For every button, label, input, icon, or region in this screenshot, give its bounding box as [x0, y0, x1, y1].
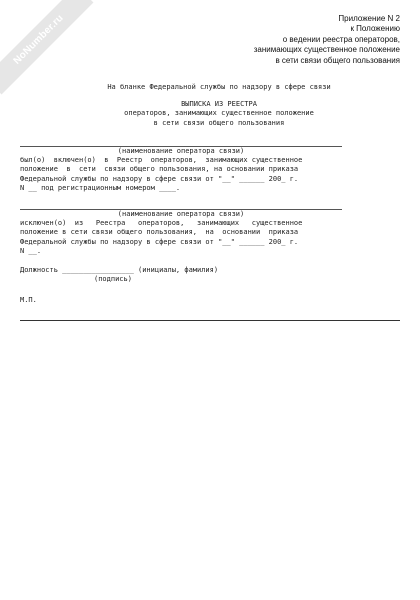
title-line: ВЫПИСКА ИЗ РЕЕСТРА: [181, 100, 257, 108]
paragraph-line: исключен(о) из Реестра операторов, занимающих существенное: [20, 219, 303, 227]
document-end-rule: [20, 320, 400, 321]
paragraph-line: положение в сети связи общего пользования, на основании приказа: [20, 165, 299, 174]
appendix-line: Приложение N 2: [338, 14, 400, 23]
appendix-line: о ведении реестра операторов,: [282, 34, 400, 44]
title-line: операторов, занимающих существенное положение: [124, 109, 314, 118]
appendix-line: к Положению: [350, 24, 400, 34]
exclusion-paragraph: [20, 219, 344, 257]
paragraph-line: N __ под регистрационным номером ____.: [20, 184, 181, 193]
inclusion-paragraph: [20, 156, 344, 194]
signature-row: Должность _________________ (инициалы, фамилия): [20, 266, 219, 274]
paragraph-line: N __.: [20, 247, 42, 256]
watermark: NoNumber.ru: [0, 0, 93, 94]
appendix-line: в сети связи общего пользования: [275, 55, 400, 65]
paragraph-line: был(о) включен(о) в Реестр операторов, занимающих существенное: [20, 156, 303, 164]
document-title: [38, 100, 400, 128]
paragraph-line: положение в сети связи общего пользования, на основании приказа: [20, 228, 299, 237]
appendix-header: [180, 14, 400, 66]
operator-name-caption: (наименование оператора связи): [117, 147, 245, 155]
letterhead-note: На бланке Федеральной службы по надзору в сфере связи: [107, 83, 331, 91]
stamp-place: М.П.: [20, 296, 37, 304]
paragraph-line: Федеральной службы по надзору в сфере связи от "__" ______ 200_ г.: [20, 174, 299, 183]
paragraph-line: Федеральной службы по надзору в сфере связи от "__" ______ 200_ г.: [20, 237, 299, 246]
appendix-line: занимающих существенное положение: [253, 45, 400, 55]
title-line: в сети связи общего пользования: [153, 118, 285, 127]
operator-name-caption: (наименование оператора связи): [117, 210, 245, 218]
signature-caption: (подпись): [94, 275, 132, 283]
